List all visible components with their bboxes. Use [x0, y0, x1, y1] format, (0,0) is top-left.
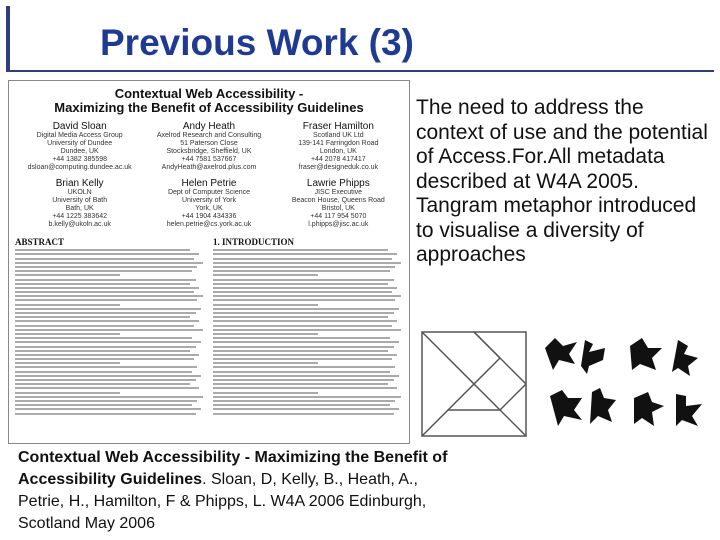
body-text-line: [213, 396, 401, 398]
body-text-line: [15, 312, 196, 314]
body-text-line: [213, 291, 392, 293]
body-text-line: [213, 304, 318, 306]
author-detail: Axelrod Research and Consulting: [156, 132, 262, 139]
body-text-line: [15, 379, 196, 381]
body-text-line: [213, 333, 318, 335]
author-detail: +44 1225 383642: [52, 213, 108, 220]
body-text-line: [15, 274, 120, 276]
body-text-line: [213, 287, 397, 289]
author-detail: University of Dundee: [47, 140, 113, 147]
body-text-line: [15, 308, 201, 310]
author-detail: Beacon House, Queens Road: [291, 197, 385, 204]
citation-title: Contextual Web Accessibility - Maximizing the Benefit of Accessibility Guidelines: [18, 449, 448, 488]
body-text-line: [213, 346, 394, 348]
body-text-line: [213, 258, 392, 260]
author-detail: +44 2078 417417: [310, 156, 366, 163]
bird-silhouette-icon: [634, 392, 664, 426]
body-text-line: [15, 295, 203, 297]
body-text-line: [213, 299, 395, 301]
author-name: Brian Kelly: [55, 178, 104, 189]
body-text-line: [15, 371, 192, 373]
body-text-line: [15, 408, 201, 410]
paper-authors: [9, 121, 409, 235]
author-name: Andy Heath: [182, 121, 236, 132]
author-detail: University of Bath: [52, 197, 108, 204]
body-text-line: [15, 283, 190, 285]
body-text-line: [213, 325, 392, 327]
body-text-line: [213, 341, 399, 343]
body-text-line: [213, 358, 392, 360]
author-detail: b.kelly@ukoln.ac.uk: [48, 221, 111, 228]
author-name: David Sloan: [52, 121, 107, 132]
author-detail: +44 7581 537667: [181, 156, 237, 163]
body-text-line: [15, 346, 196, 348]
citation: [18, 447, 468, 535]
body-text-line: [15, 358, 194, 360]
body-text-line: [15, 320, 199, 322]
body-text-line: [213, 295, 401, 297]
tangram-illustration: [420, 328, 710, 440]
slide-title: Previous Work (3): [100, 22, 414, 63]
description-paragraph-1: The need to address the context of use and the potential of Access.For.All metadata described at W4A 2005.: [416, 96, 708, 193]
body-text-line: [15, 287, 199, 289]
body-text-line: [15, 341, 201, 343]
body-text-line: [15, 258, 194, 260]
author-detail: University of York: [181, 197, 237, 204]
body-text-line: [15, 366, 197, 368]
author-name: Fraser Hamilton: [302, 121, 374, 132]
title-divider: [6, 70, 714, 72]
bird-silhouette-icon: [630, 338, 662, 370]
paper-author: [15, 178, 144, 229]
body-text-line: [15, 299, 197, 301]
author-detail: Stocksbridge, Sheffield, UK: [166, 148, 252, 155]
body-text-line: [15, 262, 203, 264]
body-text-line: [213, 337, 390, 339]
author-name: Helen Petrie: [181, 178, 237, 189]
body-text-line: [15, 350, 190, 352]
title-accent-bar: [6, 6, 10, 70]
body-text-line: [213, 329, 401, 331]
body-text-line: [15, 337, 192, 339]
body-text-line: [213, 274, 318, 276]
description-text: [416, 96, 716, 268]
body-text-line: [213, 279, 394, 281]
body-text-line: [213, 253, 397, 255]
body-text-line: [213, 371, 390, 373]
paper-author: [274, 121, 403, 172]
body-text-line: [213, 354, 397, 356]
body-text-line: [213, 249, 388, 251]
body-text-line: [213, 375, 399, 377]
citation-details: . Sloan, D, Kelly, B., Heath, A., Petrie, H., Hamilton, F & Phipps, L. W4A 2006 Edinburgh, Scotland May 2006: [18, 471, 427, 532]
author-detail: dsloan@computing.dundee.ac.uk: [27, 164, 132, 171]
author-detail: +44 1904 434336: [181, 213, 237, 220]
body-text-line: [15, 316, 190, 318]
body-text-line: [15, 279, 196, 281]
body-text-line: [213, 408, 399, 410]
body-text-line: [213, 316, 388, 318]
body-text-line: [15, 404, 192, 406]
bird-silhouette-icon: [545, 338, 577, 370]
paper-author: [144, 121, 273, 172]
tangram-square-icon: [422, 332, 526, 436]
body-text-line: [213, 266, 395, 268]
body-text-line: [15, 253, 199, 255]
body-text-line: [213, 270, 390, 272]
body-text-line: [213, 312, 394, 314]
introduction-heading: 1. INTRODUCTION: [213, 237, 295, 247]
author-detail: +44 1382 385598: [52, 156, 108, 163]
paper-author: [274, 178, 403, 229]
body-text-line: [213, 392, 318, 394]
paper-title: Contextual Web Accessibility - Maximizing the Benefit of Accessibility Guidelines: [54, 86, 364, 115]
body-text-line: [15, 266, 197, 268]
bird-silhouette-icon: [581, 340, 605, 374]
body-text-line: [15, 329, 203, 331]
body-text-line: [213, 350, 388, 352]
body-text-line: [15, 325, 194, 327]
body-text-line: [15, 270, 192, 272]
body-text-line: [15, 375, 201, 377]
author-detail: Dept of Computer Science: [167, 189, 251, 196]
author-name: Lawrie Phipps: [306, 178, 370, 189]
body-text-line: [15, 387, 199, 389]
author-detail: helen.petrie@cs.york.ac.uk: [166, 221, 252, 228]
author-detail: Bristol, UK: [321, 205, 355, 212]
paper-author: [144, 178, 273, 229]
body-text-line: [15, 383, 190, 385]
author-detail: London, UK: [319, 148, 357, 155]
body-text-line: [15, 333, 120, 335]
author-detail: 51 Paterson Close: [180, 140, 238, 147]
author-detail: Dundee, UK: [60, 148, 99, 155]
body-text-line: [213, 283, 388, 285]
body-text-line: [15, 291, 194, 293]
body-text-line: [15, 354, 199, 356]
body-text-line: [213, 413, 394, 415]
body-text-line: [15, 392, 120, 394]
body-text-line: [213, 400, 395, 402]
bird-silhouette-icon: [590, 388, 616, 424]
body-text-line: [213, 362, 318, 364]
body-text-line: [213, 379, 394, 381]
author-detail: +44 117 954 5070: [310, 213, 367, 220]
author-detail: AndyHeath@axelrod.plus.com: [161, 164, 257, 171]
introduction-column: [213, 237, 403, 417]
paper-columns: [9, 235, 409, 419]
abstract-heading: ABSTRACT: [15, 237, 65, 247]
body-text-line: [15, 362, 120, 364]
author-detail: fraser@designeduk.co.uk: [298, 164, 379, 171]
body-text-line: [15, 413, 196, 415]
abstract-column: [15, 237, 205, 417]
description-paragraph-2: Tangram metaphor introduced to visualise a diversity of approaches: [416, 194, 697, 266]
author-detail: Digital Media Access Group: [36, 132, 123, 139]
author-detail: Scotland UK Ltd: [313, 132, 364, 139]
body-text-line: [213, 383, 388, 385]
author-detail: UKOLN: [67, 189, 92, 196]
body-text-line: [15, 396, 203, 398]
body-text-line: [15, 249, 190, 251]
body-text-line: [15, 400, 197, 402]
body-text-line: [213, 308, 399, 310]
body-text-line: [213, 387, 397, 389]
author-detail: JISC Executive: [314, 189, 363, 196]
paper-author: [15, 121, 144, 172]
author-detail: Bath, UK: [65, 205, 94, 212]
body-text-line: [213, 320, 397, 322]
bird-silhouette-icon: [550, 390, 582, 426]
body-text-line: [15, 304, 120, 306]
paper-thumbnail: [8, 80, 410, 444]
author-detail: 139-141 Farringdon Road: [298, 140, 379, 147]
body-text-line: [213, 404, 390, 406]
bird-silhouette-icon: [676, 394, 702, 426]
author-detail: l.phipps@jisc.ac.uk: [308, 221, 369, 228]
body-text-line: [213, 366, 395, 368]
body-text-line: [213, 262, 401, 264]
bird-silhouette-icon: [672, 340, 698, 376]
author-detail: York, UK: [195, 205, 223, 212]
